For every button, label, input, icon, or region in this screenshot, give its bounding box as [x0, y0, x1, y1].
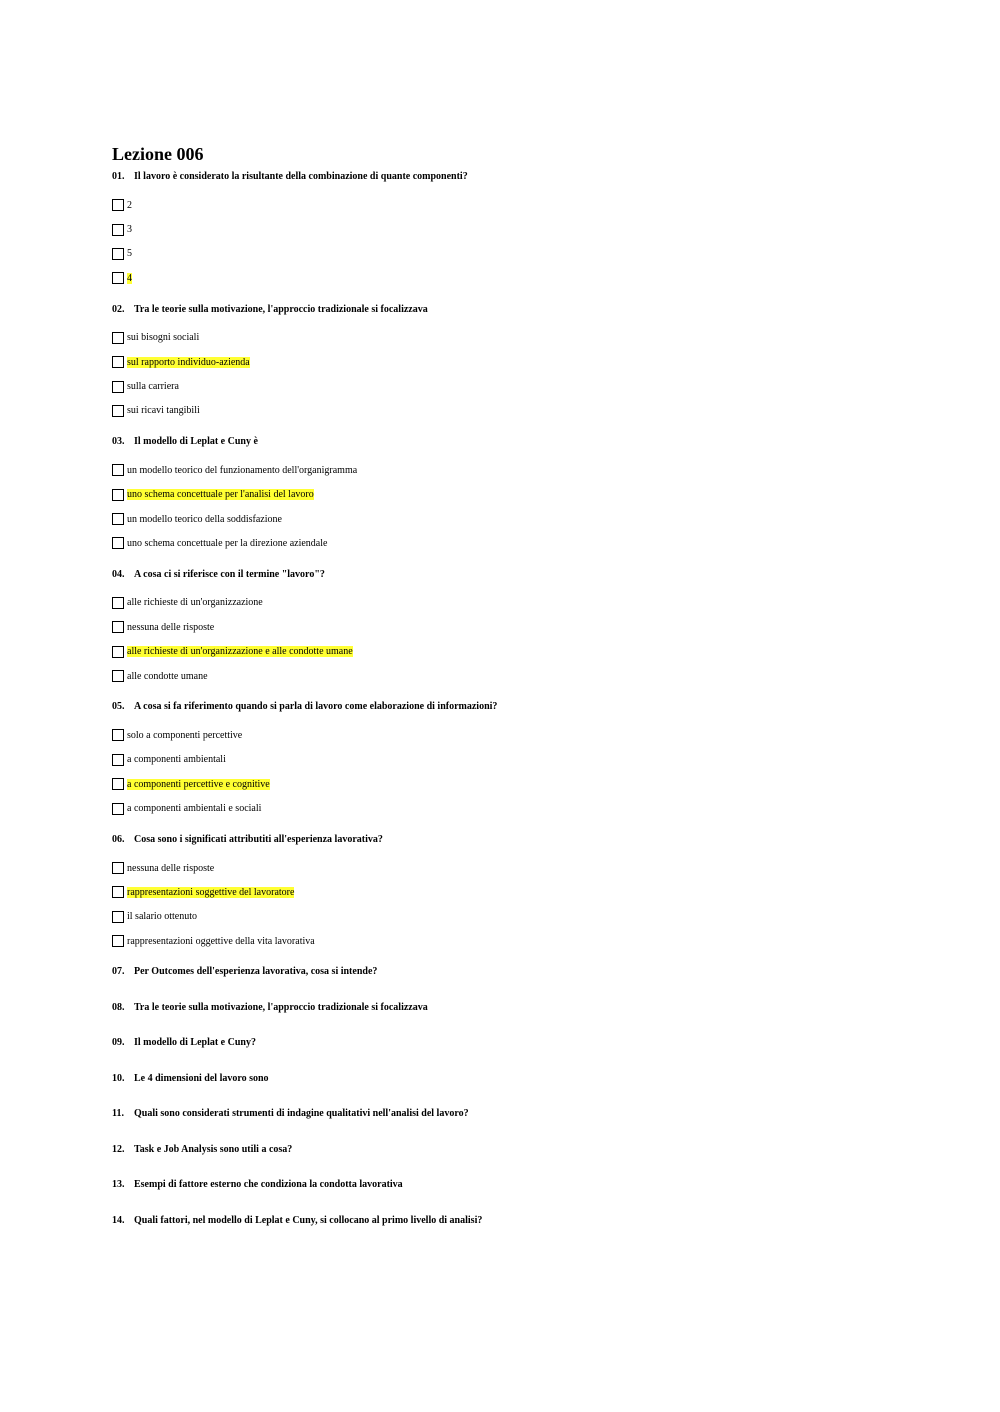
answer-option[interactable]	[112, 929, 952, 953]
question-8	[112, 1002, 952, 1038]
question-1	[112, 171, 952, 304]
question-text: Task e Job Analysis sono utili a cosa?	[134, 1143, 293, 1155]
answer-options	[112, 591, 952, 689]
checkbox-icon[interactable]	[112, 597, 124, 609]
question-11	[112, 1108, 952, 1144]
question-heading	[112, 1179, 952, 1191]
answer-option[interactable]	[112, 748, 952, 772]
checkbox-icon[interactable]	[112, 356, 124, 368]
answer-option[interactable]	[112, 326, 952, 350]
question-heading	[112, 1144, 952, 1156]
question-heading	[112, 701, 952, 713]
question-5	[112, 701, 952, 834]
answer-option[interactable]	[112, 399, 952, 423]
question-6	[112, 834, 952, 967]
checkbox-icon[interactable]	[112, 272, 124, 284]
question-number: 04.	[112, 568, 125, 580]
checkbox-icon[interactable]	[112, 405, 124, 417]
question-heading	[112, 1002, 952, 1014]
checkbox-icon[interactable]	[112, 513, 124, 525]
answer-text: sui bisogni sociali	[127, 332, 200, 344]
question-7	[112, 966, 952, 1002]
checkbox-icon[interactable]	[112, 537, 124, 549]
question-number: 14.	[112, 1214, 125, 1226]
answer-option[interactable]	[112, 615, 952, 639]
answer-option[interactable]	[112, 193, 952, 217]
checkbox-icon[interactable]	[112, 381, 124, 393]
answer-text: 5	[127, 248, 132, 260]
checkbox-icon[interactable]	[112, 754, 124, 766]
question-heading	[112, 834, 952, 846]
question-list	[112, 171, 952, 1250]
question-number: 13.	[112, 1179, 125, 1191]
answer-text: il salario ottenuto	[127, 911, 197, 923]
checkbox-icon[interactable]	[112, 646, 124, 658]
answer-text: alle richieste di un'organizzazione	[127, 597, 263, 609]
answer-text: nessuna delle risposte	[127, 862, 215, 874]
answer-text: sui ricavi tangibili	[127, 405, 200, 417]
answer-option[interactable]	[112, 880, 952, 904]
lesson-title: Lezione 006	[112, 144, 204, 164]
question-10	[112, 1073, 952, 1109]
checkbox-icon[interactable]	[112, 911, 124, 923]
answer-options	[112, 856, 952, 954]
answer-option[interactable]	[112, 856, 952, 880]
question-heading	[112, 304, 952, 316]
answer-option[interactable]	[112, 591, 952, 615]
answer-text-highlighted: 4	[127, 272, 132, 284]
question-number: 12.	[112, 1143, 125, 1155]
question-number: 03.	[112, 436, 125, 448]
answer-text-highlighted: rappresentazioni soggettive del lavoratore	[127, 886, 295, 898]
answer-text-highlighted: uno schema concettuale per l'analisi del lavoro	[127, 489, 314, 501]
question-text: A cosa ci si riferisce con il termine "lavoro"?	[134, 568, 325, 580]
question-heading	[112, 171, 952, 183]
question-heading	[112, 569, 952, 581]
question-text: Per Outcomes dell'esperienza lavorativa, cosa si intende?	[134, 966, 378, 978]
answer-option[interactable]	[112, 507, 952, 531]
question-text: Quali fattori, nel modello di Leplat e Cuny, si collocano al primo livello di analisi?	[134, 1214, 483, 1226]
question-number: 06.	[112, 833, 125, 845]
checkbox-icon[interactable]	[112, 464, 124, 476]
question-number: 10.	[112, 1072, 125, 1084]
question-number: 11.	[112, 1108, 124, 1120]
checkbox-icon[interactable]	[112, 935, 124, 947]
question-text: Cosa sono i significati attributiti all'esperienza lavorativa?	[134, 833, 383, 845]
question-2	[112, 304, 952, 437]
checkbox-icon[interactable]	[112, 621, 124, 633]
answer-options	[112, 326, 952, 424]
answer-option[interactable]	[112, 374, 952, 398]
question-12	[112, 1144, 952, 1180]
answer-text: a componenti ambientali	[127, 754, 226, 766]
answer-option[interactable]	[112, 242, 952, 266]
question-text: Esempi di fattore esterno che condiziona la condotta lavorativa	[134, 1179, 403, 1191]
question-4	[112, 569, 952, 702]
answer-options	[112, 193, 952, 291]
question-text: Tra le teorie sulla motivazione, l'approccio tradizionale si focalizzava	[134, 1001, 428, 1013]
question-text: Le 4 dimensioni del lavoro sono	[134, 1072, 269, 1084]
answer-option[interactable]	[112, 723, 952, 747]
question-14	[112, 1215, 952, 1251]
checkbox-icon[interactable]	[112, 248, 124, 260]
question-heading	[112, 966, 952, 978]
question-text: Il modello di Leplat e Cuny?	[134, 1037, 256, 1049]
question-heading	[112, 1073, 952, 1085]
checkbox-icon[interactable]	[112, 670, 124, 682]
document-page	[112, 143, 952, 1250]
checkbox-icon[interactable]	[112, 886, 124, 898]
answer-option[interactable]	[112, 458, 952, 482]
question-13	[112, 1179, 952, 1215]
question-number: 07.	[112, 966, 125, 978]
answer-text: alle condotte umane	[127, 670, 208, 682]
question-heading	[112, 1215, 952, 1227]
answer-option[interactable]	[112, 772, 952, 796]
question-heading	[112, 436, 952, 448]
checkbox-icon[interactable]	[112, 862, 124, 874]
answer-text: 3	[127, 224, 132, 236]
answer-options	[112, 723, 952, 821]
answer-option[interactable]	[112, 905, 952, 929]
answer-text: sulla carriera	[127, 381, 179, 393]
question-number: 08.	[112, 1001, 125, 1013]
question-number: 01.	[112, 171, 125, 182]
answer-option[interactable]	[112, 483, 952, 507]
answer-option[interactable]	[112, 531, 952, 555]
checkbox-icon[interactable]	[112, 489, 124, 501]
checkbox-icon[interactable]	[112, 729, 124, 741]
question-number: 02.	[112, 303, 125, 315]
question-heading	[112, 1108, 952, 1120]
question-9	[112, 1037, 952, 1073]
answer-text: un modello teorico del funzionamento dell'organigramma	[127, 464, 358, 476]
checkbox-icon[interactable]	[112, 778, 124, 790]
answer-text: nessuna delle risposte	[127, 621, 215, 633]
answer-option[interactable]	[112, 796, 952, 820]
answer-text: un modello teorico della soddisfazione	[127, 513, 282, 525]
question-number: 09.	[112, 1037, 125, 1049]
answer-option[interactable]	[112, 350, 952, 374]
checkbox-icon[interactable]	[112, 199, 124, 211]
answer-option[interactable]	[112, 664, 952, 688]
question-text: A cosa si fa riferimento quando si parla di lavoro come elaborazione di informazioni?	[134, 701, 498, 713]
answer-option[interactable]	[112, 217, 952, 241]
question-3	[112, 436, 952, 569]
answer-text: uno schema concettuale per la direzione aziendale	[127, 537, 328, 549]
checkbox-icon[interactable]	[112, 332, 124, 344]
question-text: Il lavoro è considerato la risultante della combinazione di quante componenti?	[134, 171, 468, 182]
checkbox-icon[interactable]	[112, 224, 124, 236]
answer-text: a componenti ambientali e sociali	[127, 803, 262, 815]
question-heading	[112, 1037, 952, 1049]
answer-text: solo a componenti percettive	[127, 729, 243, 741]
answer-text-highlighted: sul rapporto individuo-azienda	[127, 356, 250, 368]
answer-text: rappresentazioni oggettive della vita lavorativa	[127, 935, 315, 947]
question-text: Il modello di Leplat e Cuny è	[134, 436, 258, 448]
question-number: 05.	[112, 701, 125, 713]
answer-text: 2	[127, 199, 132, 211]
answer-text-highlighted: a componenti percettive e cognitive	[127, 778, 270, 790]
answer-option[interactable]	[112, 639, 952, 663]
answer-text-highlighted: alle richieste di un'organizzazione e alle condotte umane	[127, 646, 353, 658]
question-text: Tra le teorie sulla motivazione, l'approccio tradizionale si focalizzava	[134, 303, 428, 315]
question-text: Quali sono considerati strumenti di indagine qualitativi nell'analisi del lavoro?	[134, 1108, 469, 1120]
checkbox-icon[interactable]	[112, 803, 124, 815]
answer-options	[112, 458, 952, 556]
answer-option[interactable]	[112, 266, 952, 290]
